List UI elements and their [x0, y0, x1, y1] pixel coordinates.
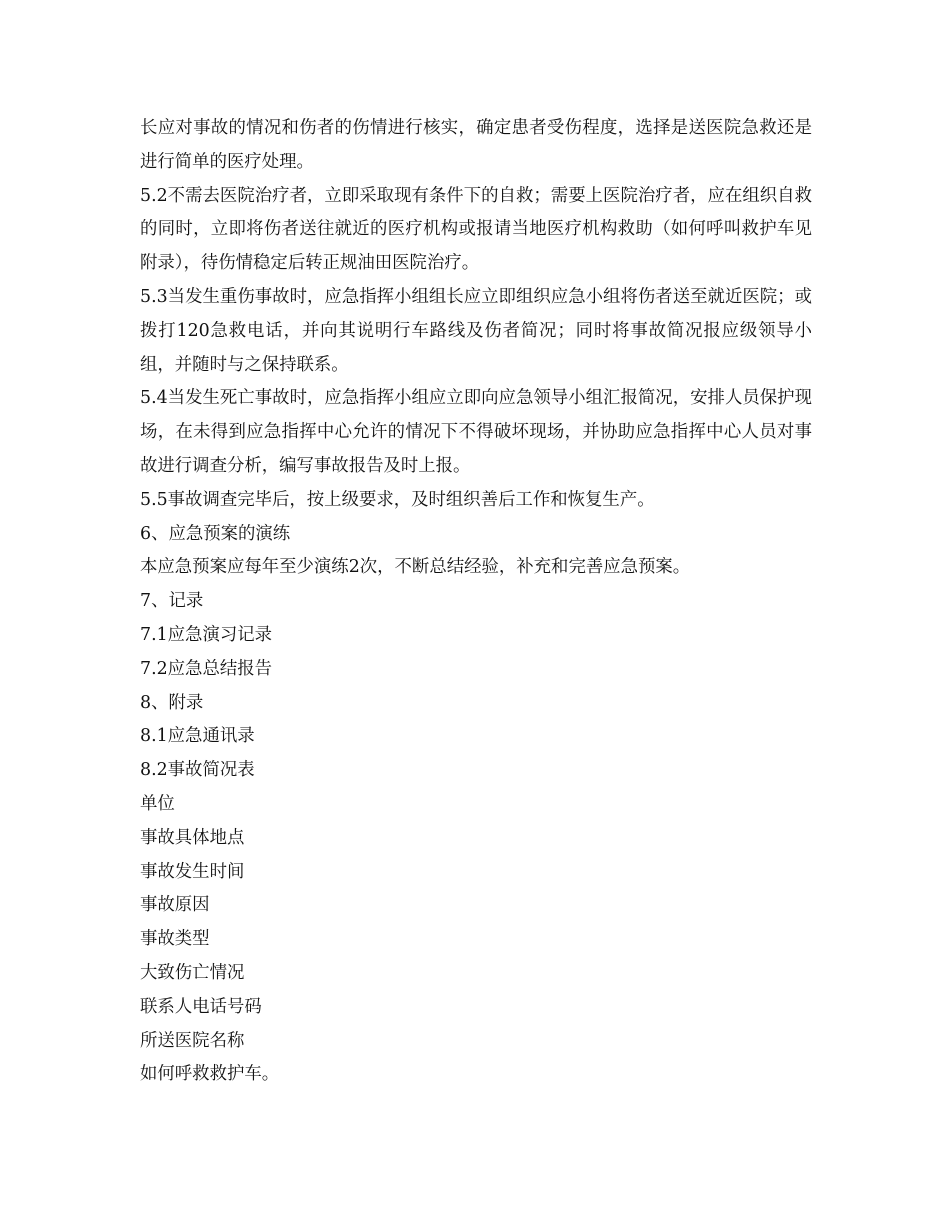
form-field-type: 事故类型 — [140, 929, 210, 950]
paragraph-5-3-serious-injury: 5.3当发生重伤事故时，应急指挥小组组长应立即组织应急小组将伤者送至就近医院；或拨打120急救电话，并向其说明行车路线及伤者简况；同时将事故简况报应级领导小组，并随时与之保持联系。 — [140, 286, 812, 375]
paragraph-5-4-fatal-accident: 5.4当发生死亡事故时，应急指挥小组应立即向应急领导小组汇报简况，安排人员保护现场，在未得到应急指挥中心允许的情况下不得破坏现场，并协助应急指挥中心人员对事故进行调查分析，编写事故报告及时上报。 — [140, 388, 812, 476]
item-8-1-contacts: 8.1应急通讯录 — [140, 726, 255, 747]
form-field-time: 事故发生时间 — [140, 861, 245, 882]
item-7-2-summary-report: 7.2应急总结报告 — [140, 658, 273, 679]
form-field-cause: 事故原因 — [140, 895, 210, 916]
form-field-ambulance: 如何呼救救护车。 — [140, 1064, 280, 1085]
form-field-unit: 单位 — [140, 793, 175, 814]
form-field-location: 事故具体地点 — [140, 827, 245, 848]
heading-6-drill: 6、应急预案的演练 — [140, 523, 291, 544]
form-field-contact-phone: 联系人电话号码 — [140, 996, 262, 1017]
form-field-hospital: 所送医院名称 — [140, 1030, 245, 1051]
document-body — [140, 112, 812, 1092]
item-7-1-drill-record: 7.1应急演习记录 — [140, 624, 273, 645]
paragraph-5-5-investigation: 5.5事故调查完毕后，按上级要求，及时组织善后工作和恢复生产。 — [140, 489, 655, 510]
paragraph-verify-injury: 长应对事故的情况和伤者的伤情进行核实，确定患者受伤程度，选择是送医院急救还是进行简单的医疗处理。 — [140, 118, 812, 172]
heading-8-appendix: 8、附录 — [140, 692, 204, 713]
paragraph-drill-frequency: 本应急预案应每年至少演练2次，不断总结经验，补充和完善应急预案。 — [140, 557, 691, 578]
item-8-2-accident-form: 8.2事故简况表 — [140, 760, 255, 781]
form-field-casualties: 大致伤亡情况 — [140, 962, 245, 983]
heading-7-records: 7、记录 — [140, 591, 204, 612]
paragraph-5-2-self-rescue: 5.2不需去医院治疗者，立即采取现有条件下的自救；需要上医院治疗者，应在组织自救的同时，立即将伤者送往就近的医疗机构或报请当地医疗机构救助（如何呼叫救护车见附录），待伤情稳定后转正规油田医院治疗。 — [140, 185, 812, 274]
